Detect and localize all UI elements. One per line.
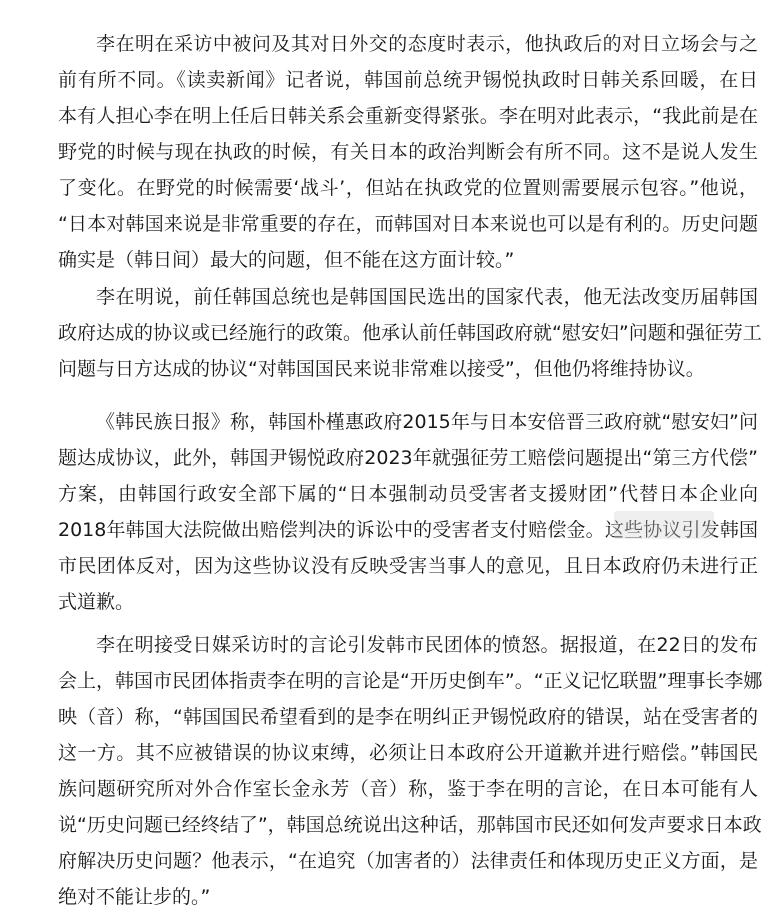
text-line: 题达成协议，此外，韩国尹锡悦政府2023年就强征劳工赔偿问题提出“第三方代偿”	[58, 447, 758, 469]
text-line: 式道歉。	[58, 591, 135, 613]
text-line: 政府达成的协议或已经施行的政策。他承认前任韩国政府就“慰安妇”问题和强征劳工	[58, 322, 762, 344]
text-line: 李在明接受日媒采访时的言论引发韩市民团体的愤怒。据报道，在22日的发布	[96, 634, 758, 656]
text-line: 方案，由韩国行政安全部下属的“日本强制动员受害者支援财团”代替日本企业向	[58, 483, 758, 505]
text-line: 市民团体反对，因为这些协议没有反映受害当事人的意见，且日本政府仍未进行正	[58, 555, 758, 577]
watermark-overlay	[614, 511, 714, 539]
text-line: 会上，韩国市民团体指责李在明的言论是“开历史倒车”。“正义记忆联盟”理事长李娜	[58, 670, 763, 692]
text-line: 野党的时候与现在执政的时候，有关日本的政治判断会有所不同。这不是说人发生	[58, 141, 758, 163]
text-line: 李在明在采访中被问及其对日外交的态度时表示，他执政后的对日立场会与之	[96, 33, 758, 55]
text-line: “日本对韩国来说是非常重要的存在，而韩国对日本来说也可以是有利的。历史问题	[58, 213, 758, 235]
text-line: 确实是（韩日间）最大的问题，但不能在这方面计较。”	[58, 249, 515, 271]
text-line: 这一方。其不应被错误的协议束缚，必须让日本政府公开道歉并进行赔偿。”韩国民	[58, 742, 758, 764]
text-line: 问题与日方达成的协议“对韩国国民来说非常难以接受”，但他仍将维持协议。	[58, 358, 705, 380]
text-line: 本有人担心李在明上任后日韩关系会重新变得紧张。李在明对此表示，“我此前是在	[58, 105, 758, 127]
text-line: 绝对不能让步的。”	[58, 886, 211, 908]
text-line: 李在明说，前任韩国总统也是韩国国民选出的国家代表，他无法改变历届韩国	[96, 286, 758, 308]
text-line: 前有所不同。《读卖新闻》记者说，韩国前总统尹锡悦执政时日韩关系回暖，在日	[58, 69, 758, 91]
text-line: 了变化。在野党的时候需要‘战斗’，但站在执政党的位置则需要展示包容。”他说，	[58, 177, 758, 199]
text-line: 《韩民族日报》称，韩国朴槿惠政府2015年与日本安倍晋三政府就“慰安妇”问	[96, 411, 758, 433]
text-line: 2018年韩国大法院做出赔偿判决的诉讼中的受害者支付赔偿金。这些协议引发韩国	[58, 519, 758, 541]
text-line: 族问题研究所对外合作室长金永芳（音）称，鉴于李在明的言论，在日本可能有人	[58, 778, 758, 800]
text-line: 说“历史问题已经终结了”，韩国总统说出这种话，那韩国市民还如何发声要求日本政	[58, 814, 762, 836]
text-line: 映（音）称，“韩国国民希望看到的是李在明纠正尹锡悦政府的错误，站在受害者的	[58, 706, 758, 728]
text-line: 府解决历史问题？他表示，“在追究（加害者的）法律责任和体现历史正义方面，是	[58, 850, 758, 872]
